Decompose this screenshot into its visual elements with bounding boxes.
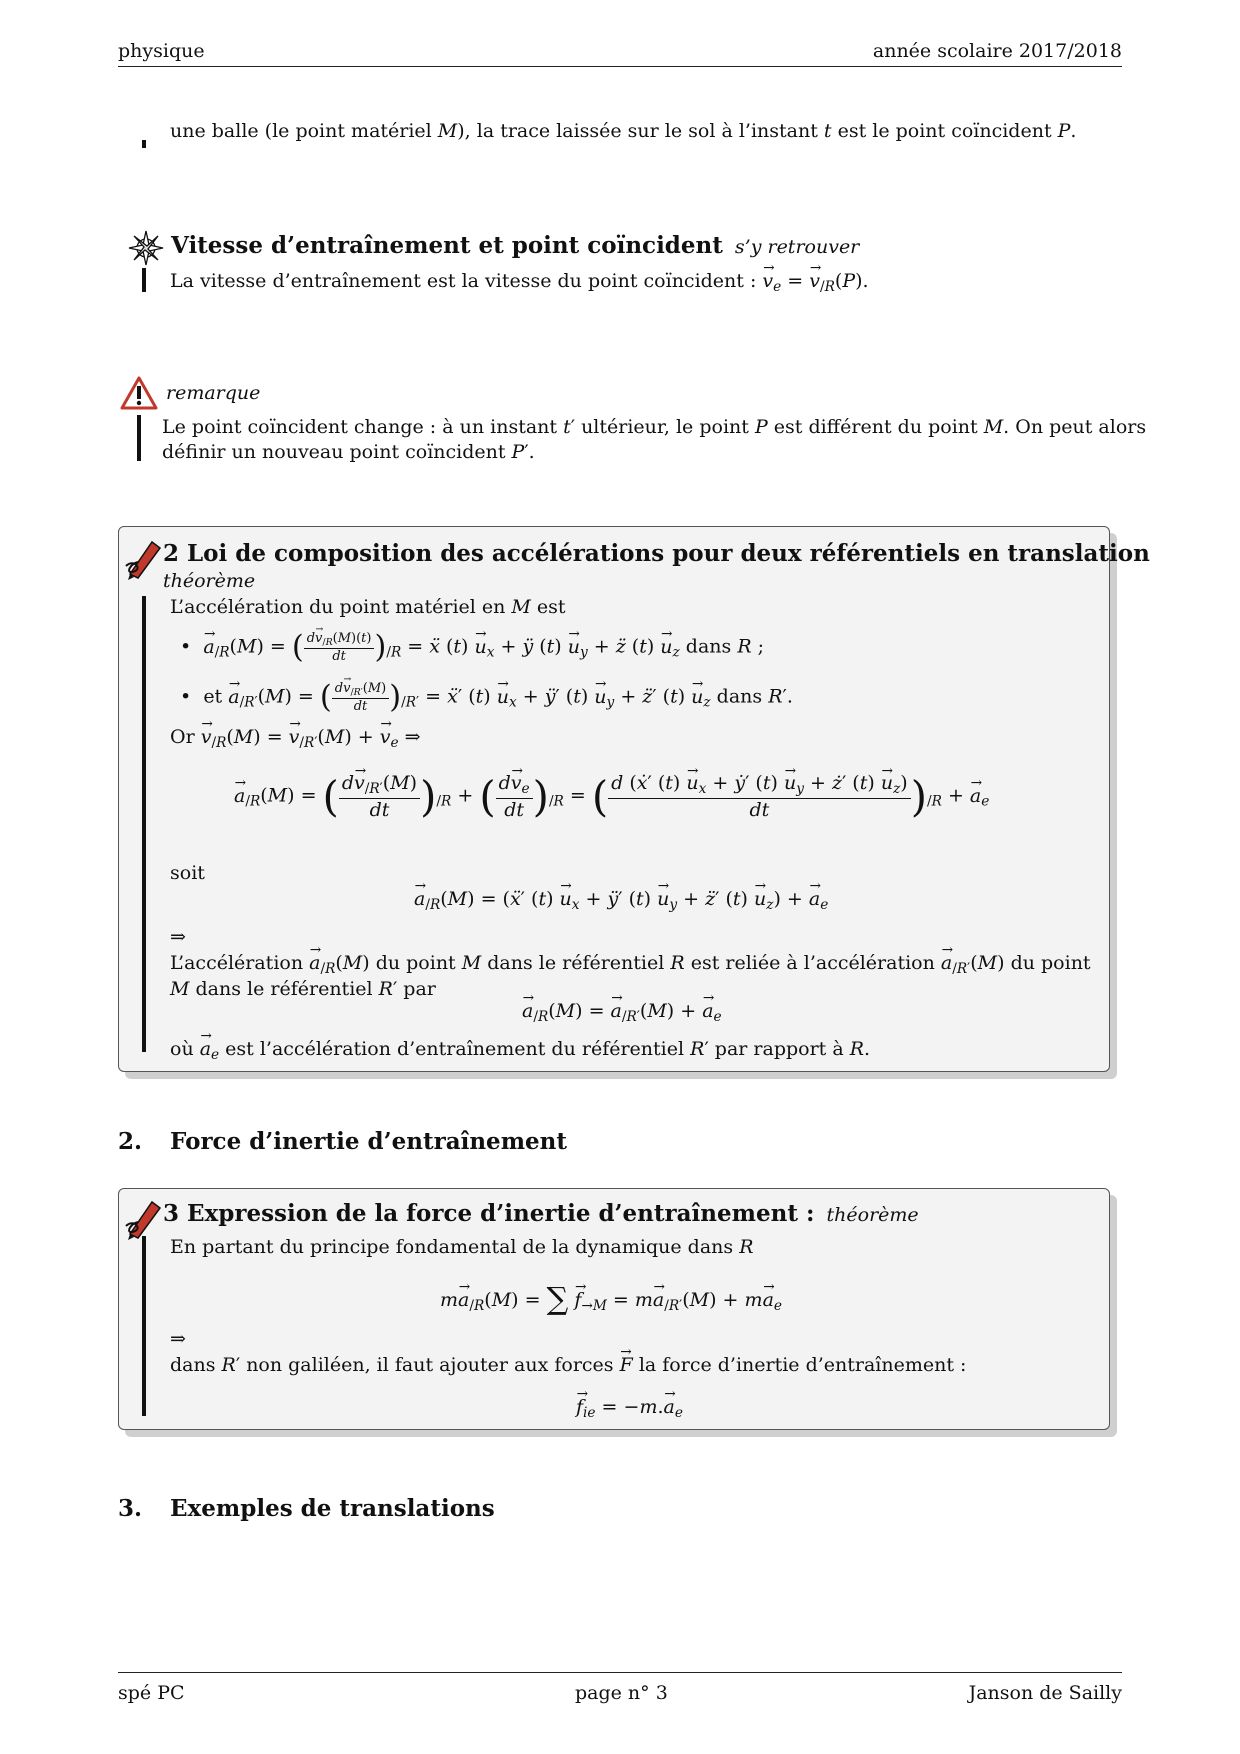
footer-rule — [118, 1672, 1122, 1673]
theorem-3-pfd-formula: $m\to a_{/R}(M)$ = ∑ → $f_{\to M} = m\to a_{/R'}(M) + m\to a_e$ — [440, 1282, 782, 1317]
vitesse-bar — [142, 268, 146, 292]
theorem-3-text: dans R′ non galiléen, il faut ajouter aux forces → F la force d’inertie d’entraînement : — [170, 1354, 966, 1376]
theorem-3-implies: ⇒ — [170, 1328, 186, 1350]
theorem-2-bar — [142, 596, 146, 1052]
theorem-3-title-line — [163, 1200, 919, 1227]
bullet-2-prefix: et — [203, 685, 223, 708]
theorem-2-soit: soit — [170, 862, 205, 884]
compass-rose-icon — [128, 230, 164, 266]
theorem-2-bullet-2: • et → $a_{/R'}(M)$ = ( $\frac{d\to v_{/R'}(M)}{dt}$ )$_{/R'}$ = ẍ′ $(t) \to u_x$ + ÿ′ $(t) \to u_y$ + z̈′ $(t) \to u_z$ dans R′. — [180, 680, 793, 715]
bullet-dot: • — [180, 685, 192, 708]
vitesse-title: Vitesse d’entraînement et point coïncident — [171, 232, 723, 259]
bullet-dot: • — [180, 635, 192, 658]
theorem-3-intro: En partant du principe fondamental de la dynamique dans R — [170, 1236, 754, 1258]
footer-right: Janson de Sailly — [968, 1682, 1122, 1704]
theorem-2-result-formula: → $a_{/R}(M)$ = → $a_{/R'}(M)$ + → $a_e$ — [522, 1000, 722, 1025]
theorem-2-title: 2 Loi de composition des accélérations pour deux référentiels en translation — [163, 540, 1150, 567]
theorem-2-or-line: $Or \to v_{/R}(M)$ = → $v_{/R'}(M)$ + → $v_e$ ⇒ — [170, 726, 421, 751]
pencil-quill-icon — [124, 1196, 164, 1240]
top-item-text: une balle (le point matériel M), la trace laissée sur le sol à l’instant t est le point coïncident P. — [170, 120, 1077, 142]
theorem-2-implies: ⇒ — [170, 926, 186, 948]
footer-center: page n° 3 — [575, 1682, 668, 1704]
remarque-line-2: définir un nouveau point coïncident P′. — [162, 441, 535, 463]
vitesse-tag: s’y retrouver — [734, 236, 860, 258]
section-3-heading — [118, 1495, 495, 1522]
vitesse-formula: → $v_e$ = → $v_{/R}(P)$. — [762, 270, 868, 292]
theorem-2-soit-formula: → $a_{/R}(M)$ = (ẍ′ $(t) \to u_x$ + ÿ′ $(t) \to u_y$ + z̈′ $(t) \to u_z$) + → $a_e$ — [414, 888, 828, 913]
theorem-3-inertia-formula: → $f_{ie} = -m.\to a_e$ — [576, 1396, 683, 1421]
section-2-title: Force d’inertie d’entraînement — [170, 1128, 568, 1155]
theorem-2-derivation: → $a_{/R}(M)$ = ( $\frac{d\to v_{/R'}(M)}{dt}$ )$_{/R}$ + ( $\frac{d\to v_e}{dt}$ )$_{/R}$ = ( $\frac{d (ẋ' (t) \to u_x + ẏ' (t) \to u_y + ż' (t) \to u_z)}{dt}$ )$_{/R}$ + → $a_e$ — [234, 772, 989, 821]
theorem-2-tag: théorème — [163, 570, 256, 592]
remarque-line-1: Le point coïncident change : à un instant t′ ultérieur, le point P est différent du point M. On peut alors — [162, 416, 1147, 438]
remarque-tag: remarque — [166, 382, 261, 404]
theorem-3-title: 3 Expression de la force d’inertie d’entraînement : — [163, 1200, 815, 1227]
warning-icon — [120, 376, 158, 410]
vitesse-title-line — [171, 232, 859, 259]
header-left: physique — [118, 40, 205, 62]
theorem-3-tag: théorème — [826, 1204, 919, 1226]
section-3-number: 3. — [118, 1495, 143, 1522]
header-rule — [118, 66, 1122, 67]
vitesse-text: La vitesse d’entraînement est la vitesse du point coïncident : — [170, 270, 757, 292]
remarque-bar — [137, 415, 141, 461]
theorem-2-conclusion-1: L’accélération → $a_{/R}(M)$ du point M dans le référentiel R est reliée à l’accélération → $a_{/R'}(M)$ du point — [170, 952, 1091, 977]
theorem-2-last: où → $a_e$ est l’accélération d’entraînement du référentiel R′ par rapport à R. — [170, 1038, 870, 1063]
section-2-number: 2. — [118, 1128, 143, 1155]
theorem-2-bullet-1: • → $a_{/R}(M)$ = ( $\frac{d\to v_{/R}(M)(t)}{dt}$ )$_{/R}$ = ẍ $(t) \to u_x$ + ÿ $(t) \to u_y$ + z̈ $(t) \to u_z$ dans R ; — [180, 630, 764, 665]
theorem-2-conclusion-2: M dans le référentiel R′ par — [170, 978, 436, 1000]
section-2-heading — [118, 1128, 567, 1155]
theorem-3-bar — [142, 1236, 146, 1416]
theorem-2-intro: L’accélération du point matériel en M est — [170, 596, 566, 618]
footer-left: spé PC — [118, 1682, 185, 1704]
item-bar — [142, 140, 146, 148]
pencil-quill-icon — [124, 536, 164, 580]
vitesse-text-line — [170, 270, 869, 295]
header-right: année scolaire 2017/2018 — [872, 40, 1122, 62]
or-word: Or — [170, 726, 195, 748]
section-3-title: Exemples de translations — [170, 1495, 495, 1522]
